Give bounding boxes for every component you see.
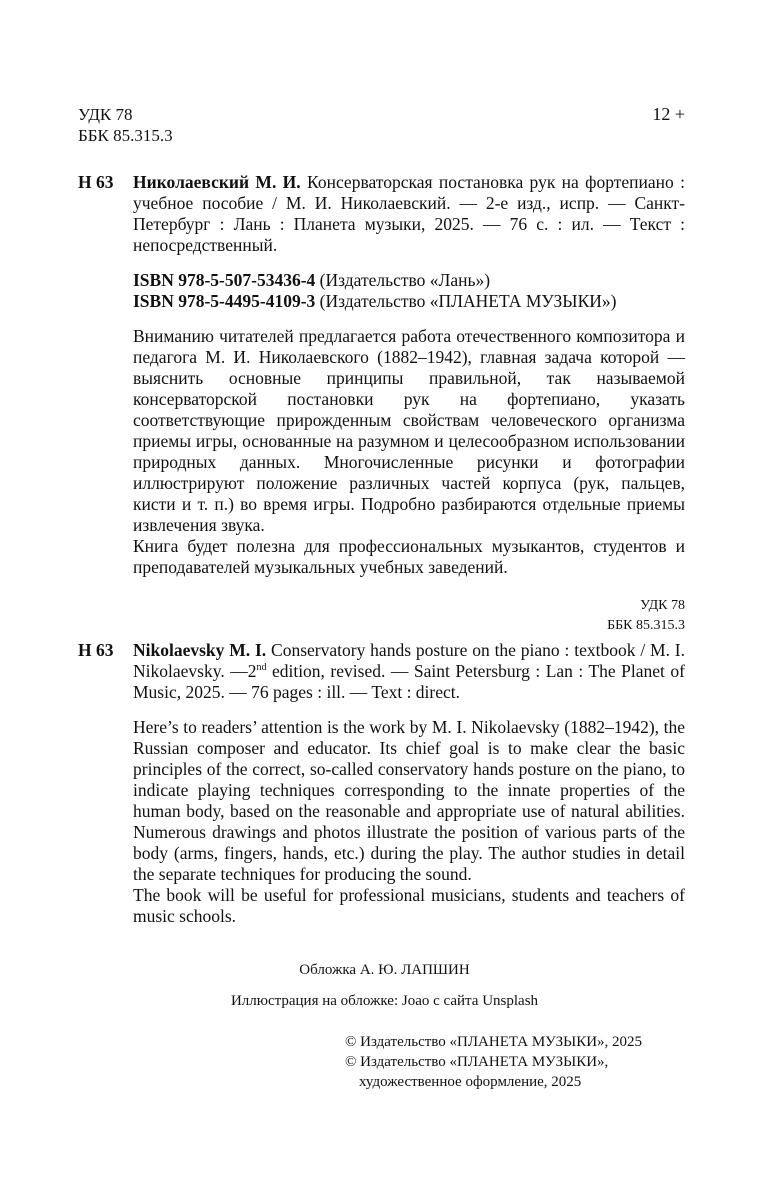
isbn-lan <box>133 270 685 291</box>
en-udk-code: УДК 78 <box>640 598 685 613</box>
ru-author-sign: Н 63 <box>78 172 114 192</box>
age-rating: 12 + <box>652 104 685 124</box>
copyright-line: © Издательство «ПЛАНЕТА МУЗЫКИ», <box>345 1054 609 1070</box>
isbn-planeta-publisher: (Издательство «ПЛАНЕТА МУЗЫКИ») <box>319 291 617 311</box>
ru-abstract: Вниманию читателей предлагается работа отечественного композитора и педагога М. И. Николаевского (1882–1942), главная задача которой — выяснить основные принципы правильной, так называемой консерваторской постановки рук на фортепиано, указать соответствующие прирожденным свойствам человеческого организма приемы игры, основанные на разумном и целесообразном использовании природных данных. Многочисленные рисунки и фотографии иллюстрируют положение различных частей корпуса (рук, пальцев, кисти и т. п.) во время игры. Подробно разбираются отдельные приемы извлечения звука. <box>133 326 685 535</box>
edition-superscript: nd <box>256 662 267 674</box>
copyright-block <box>345 1032 642 1092</box>
ru-author: Николаевский М. И. <box>133 172 301 192</box>
isbn-planeta-number: ISBN 978-5-4495-4109-3 <box>133 291 316 311</box>
classification-block <box>78 104 173 146</box>
isbn-lan-number: ISBN 978-5-507-53436-4 <box>133 270 316 290</box>
ru-isbn-block <box>133 270 685 312</box>
isbn-lan-publisher: (Издательство «Лань») <box>319 270 491 290</box>
copyright-line: © Издательство «ПЛАНЕТА МУЗЫКИ», 2025 <box>345 1034 643 1050</box>
udk-code: УДК 78 <box>78 105 133 124</box>
en-abstract: Here’s to readers’ attention is the work by M. I. Nikolaevsky (1882–1942), the Russian composer and educator. Its chief goal is to make clear the basic principles of the correct, so-called conservatory hands posture on the piano, to indicate playing techniques corresponding to the innate properties of the human body, based on the reasonable and appropriate use of natural abilities. Numerous drawings and photos illustrate the position of various parts of the body (arms, fingers, hands, etc.) during the play. The author studies in detail the separate techniques for producing the sound. <box>133 717 685 884</box>
en-entry <box>78 640 685 927</box>
en-bbk-code: ББК 85.315.3 <box>607 618 685 633</box>
ru-entry <box>78 172 685 578</box>
en-citation <box>133 640 685 703</box>
en-citation-text-a: Conservatory hands posture on the piano : textbook / M. I. Nikolaevsky. —2 <box>133 640 686 681</box>
en-classification-block <box>607 596 685 636</box>
ru-citation-text: Консерваторская постановка рук на фортепиано : учебное пособие / М. И. Николаевский. — 2-е изд., испр. — Санкт-Петербург : Лань : Планета музыки, 2025. — 76 с. : ил. — Текст : непосредственный. <box>133 172 686 255</box>
copyright-line: художественное оформление, 2025 <box>359 1074 582 1090</box>
en-citation-text-b: edition, revised. — Saint Petersburg : Lan : The Planet of Music, 2025. — 76 pages : ill. — Text : direct. <box>133 661 685 702</box>
ru-citation <box>133 172 685 256</box>
ru-audience: Книга будет полезна для профессиональных музыкантов, студентов и преподавателей музыкальных учебных заведений. <box>133 536 685 577</box>
illustration-credit: Иллюстрация на обложке: Joao с сайта Unsplash <box>230 993 539 1009</box>
en-author-sign: Н 63 <box>78 640 114 660</box>
bbk-code: ББК 85.315.3 <box>78 126 173 145</box>
isbn-planeta <box>133 291 685 312</box>
en-audience: The book will be useful for professional musicians, students and teachers of music schools. <box>133 885 685 926</box>
en-author: Nikolaevsky M. I. <box>133 640 267 660</box>
cover-credit: Обложка А. Ю. ЛАПШИН <box>299 962 470 978</box>
